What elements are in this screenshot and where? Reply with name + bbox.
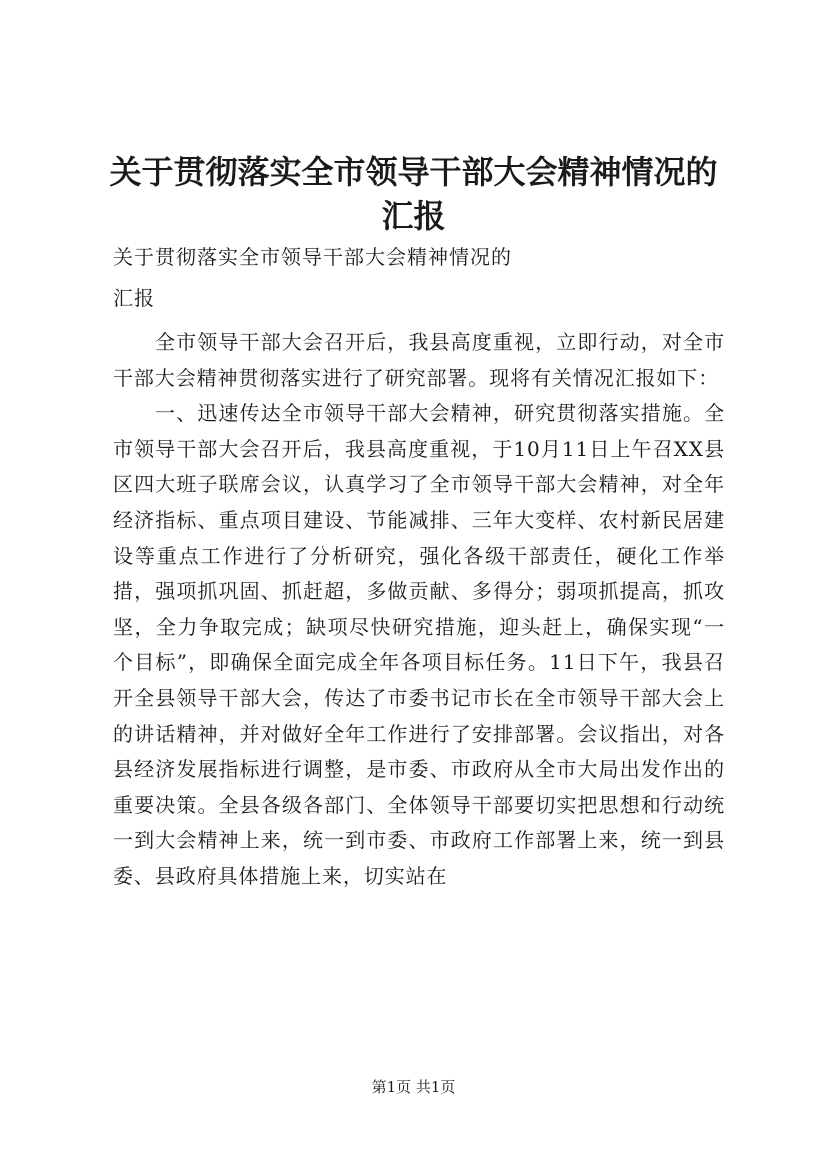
- document-body: [113, 325, 725, 895]
- paragraph-section-one: 一、迅速传达全市领导干部大会精神，研究贯彻落实措施。全市领导干部大会召开后，我县高度重视，于10月11日上午召XX县区四大班子联席会议，认真学习了全市领导干部大会精神，对全年经济指标、重点项目建设、节能减排、三年大变样、农村新民居建设等重点工作进行了分析研究，强化各级干部责任，硬化工作举措，强项抓巩固、抓赶超，多做贡献、多得分；弱项抓提高，抓攻坚，全力争取完成；缺项尽快研究措施，迎头赶上，确保实现“一个目标”，即确保全面完成全年各项目标任务。11日下午，我县召开全县领导干部大会，传达了市委书记市长在全市领导干部大会上的讲话精神，并对做好全年工作进行了安排部署。会议指出，对各县经济发展指标进行调整，是市委、市政府从全市大局出发作出的重要决策。全县各级各部门、全体领导干部要切实把思想和行动统一到大会精神上来，统一到市委、市政府工作部署上来，统一到县委、县政府具体措施上来，切实站在: [113, 401, 725, 888]
- page-number-footer: 第1页 共1页: [371, 1078, 456, 1096]
- paragraph-intro: 全市领导干部大会召开后，我县高度重视，立即行动，对全市干部大会精神贯彻落实进行了研究部署。现将有关情况汇报如下：: [113, 330, 725, 390]
- subtitle-line-2: 汇报: [113, 286, 155, 310]
- document-title: 关于贯彻落实全市领导干部大会精神情况的汇报: [109, 153, 718, 235]
- subtitle-line-1: 关于贯彻落实全市领导干部大会精神情况的: [113, 245, 512, 269]
